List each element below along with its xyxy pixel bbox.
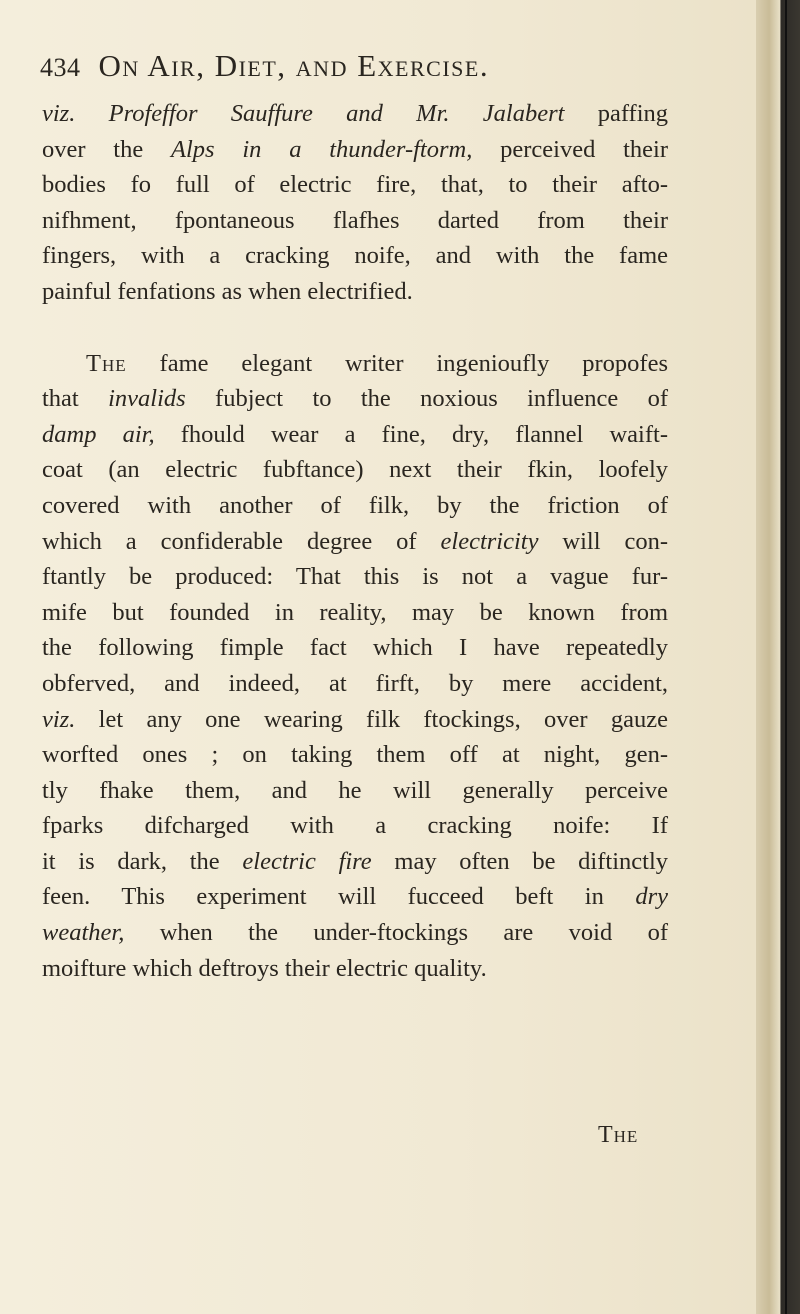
text-line: mife but founded in reality, may be known from	[42, 598, 668, 626]
text-line: covered with another of filk, by the friction of	[42, 491, 668, 519]
text-line: viz. let any one wearing filk ftockings, over gauze	[42, 705, 668, 733]
book-binding-edge	[756, 0, 800, 1314]
text-line: ftantly be produced: That this is not a vague fur-	[42, 563, 668, 591]
italic-text: Alps in a thunder-ftorm,	[171, 135, 473, 163]
text-line: nifhment, fpontaneous flafhes darted from their	[42, 206, 668, 234]
text-line: tly fhake them, and he will generally perceive	[42, 776, 668, 804]
text-line: the following fimple fact which I have repeatedly	[42, 634, 668, 662]
text-line: which a confiderable degree of electricity will con-	[42, 527, 668, 555]
text-line: fingers, with a cracking noife, and with the fame	[42, 242, 668, 270]
italic-text: electric fire	[242, 847, 372, 875]
text-line: feen. This experiment will fucceed beft in dry	[42, 883, 668, 911]
italic-text: damp air,	[42, 420, 155, 448]
text-line: bodies fo full of electric fire, that, to their afto-	[42, 171, 668, 199]
text-line: damp air, fhould wear a fine, dry, flannel waift-	[42, 420, 668, 448]
text-line: worfted ones ; on taking them off at night, gen-	[42, 741, 668, 769]
catchword: The	[598, 1122, 639, 1148]
text-line: it is dark, the electric fire may often be diftinctly	[42, 847, 668, 875]
italic-text: viz. Profeffor Sauffure and Mr. Jalabert	[42, 100, 565, 127]
paragraph-gap	[42, 310, 668, 346]
small-caps-text: The	[86, 349, 127, 377]
text-line: obferved, and indeed, at firft, by mere accident,	[42, 669, 668, 697]
italic-text: dry	[635, 883, 668, 911]
text-line: painful fenfations as when electrified.	[42, 277, 413, 305]
text-line: The fame elegant writer ingenioufly propofes	[86, 349, 668, 377]
page-number: 434	[40, 53, 81, 82]
italic-text: weather,	[42, 919, 125, 947]
italic-text: invalids	[108, 385, 186, 413]
italic-text: viz.	[42, 705, 76, 733]
running-title: On Air, Diet, and Exercise.	[98, 48, 490, 83]
italic-text: electricity	[440, 527, 539, 555]
page-edge-line	[785, 0, 787, 1314]
text-line: over the Alps in a thunder-ftorm, perceived their	[42, 135, 669, 163]
text-line: viz. Profeffor Sauffure and Mr. Jalabert paffing	[42, 100, 669, 127]
text-line: fparks difcharged with a cracking noife: If	[42, 812, 668, 840]
text-line: coat (an electric fubftance) next their fkin, loofely	[42, 456, 668, 484]
text-line: that invalids fubject to the noxious influence of	[42, 385, 669, 413]
text-line: moifture which deftroys their electric quality.	[42, 954, 487, 982]
text-line: weather, when the under-ftockings are void of	[42, 919, 668, 947]
page-header	[40, 48, 680, 84]
body-text	[42, 96, 668, 986]
